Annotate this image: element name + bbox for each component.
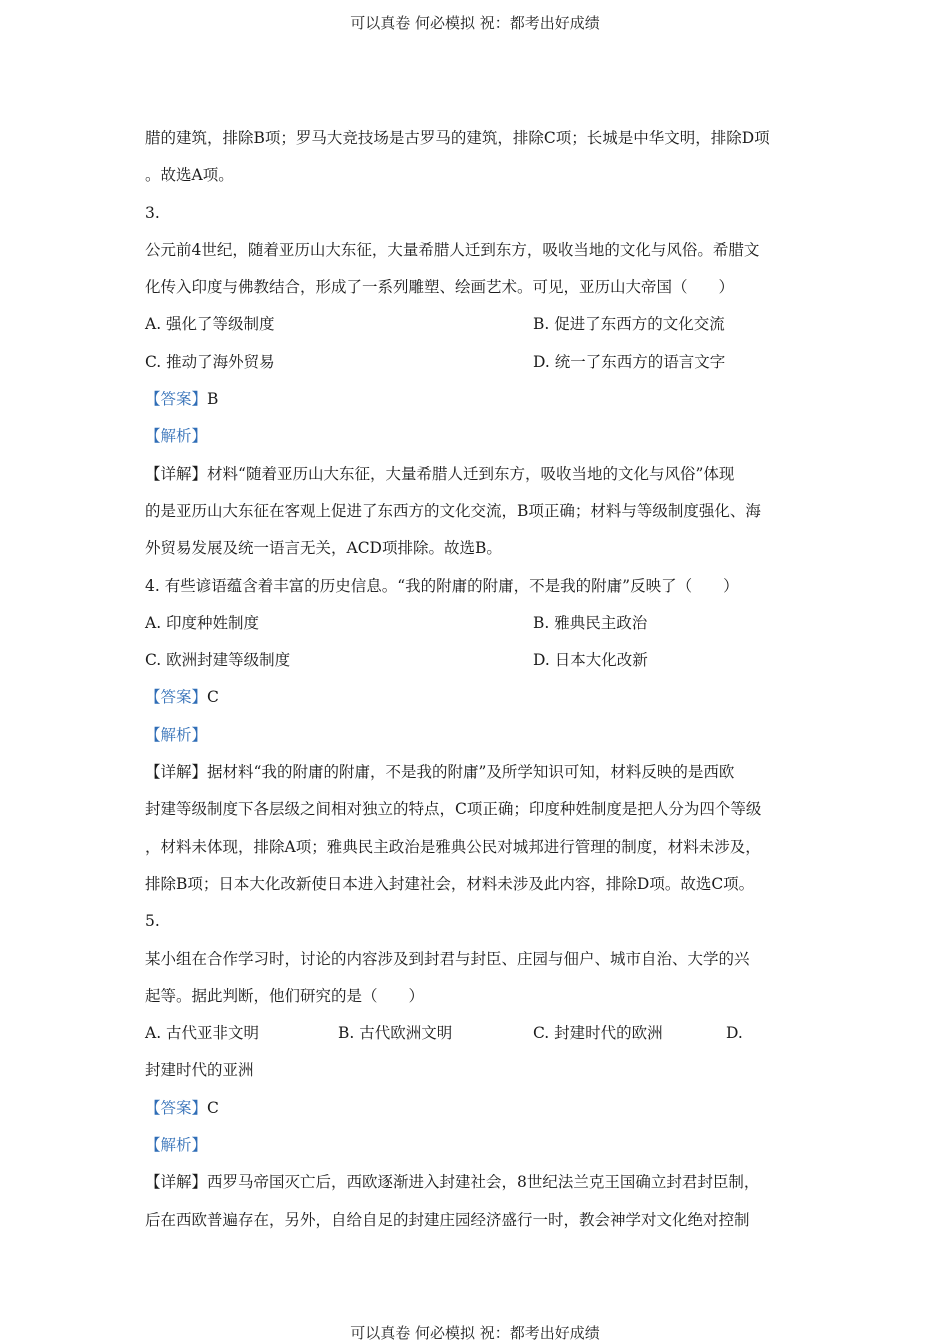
q4-option-b: B. 雅典民主政治 bbox=[533, 613, 648, 632]
q5-answer-value: C bbox=[207, 1098, 219, 1117]
q3-option-a: A. 强化了等级制度 bbox=[145, 315, 275, 334]
answer-tag: 【答案】 bbox=[145, 390, 208, 409]
q4-analysis bbox=[145, 717, 810, 754]
q5-stem-line: 某小组在合作学习时，讨论的内容涉及到封君与封臣、庄园与佃户、城市自治、大学的兴 bbox=[145, 949, 750, 968]
q3-options-row bbox=[145, 306, 810, 343]
q3-stem-line: 公元前4世纪，随着亚历山大东征，大量希腊人迁到东方，吸收当地的文化与风俗。希腊文 bbox=[145, 240, 760, 259]
q5-answer bbox=[145, 1090, 810, 1127]
q3-stem-line: 化传入印度与佛教结合，形成了一系列雕塑、绘画艺术。可见，亚历山大帝国（ ） bbox=[145, 278, 735, 297]
q5-detail-line: 【详解】西罗马帝国灭亡后，西欧逐渐进入封建社会，8世纪法兰克王国确立封君封臣制， bbox=[145, 1173, 760, 1192]
q4-option-c: C. 欧洲封建等级制度 bbox=[145, 651, 291, 670]
prev-explanation-line: 。故选A项。 bbox=[145, 166, 234, 185]
q4-detail-line: ，材料未体现，排除A项；雅典民主政治是雅典公民对城邦进行管理的制度，材料未涉及， bbox=[145, 837, 761, 856]
q5-option-b: B. 古代欧洲文明 bbox=[338, 1024, 453, 1043]
q3-options-row bbox=[145, 344, 810, 381]
q3-detail-line: 【详解】材料“随着亚历山大东征，大量希腊人迁到东方，吸收当地的文化与风俗”体现 bbox=[145, 464, 735, 483]
q5-stem-line: 起等。据此判断，他们研究的是（ ） bbox=[145, 986, 425, 1005]
q5-option-d-label: D. bbox=[726, 1024, 743, 1043]
prev-explanation-line: 腊的建筑，排除B项；罗马大竞技场是古罗马的建筑，排除C项；长城是中华文明，排除D项 bbox=[145, 129, 770, 147]
q4-option-a: A. 印度种姓制度 bbox=[145, 613, 260, 632]
analysis-tag: 【解析】 bbox=[145, 1136, 208, 1155]
q3-option-b: B. 促进了东西方的文化交流 bbox=[533, 315, 725, 334]
answer-tag: 【答案】 bbox=[145, 1098, 208, 1117]
q4-options-row bbox=[145, 605, 810, 642]
detail-tag: 【详解】 bbox=[145, 464, 208, 483]
q3-number: 3. bbox=[145, 203, 160, 222]
q3-option-d: D. 统一了东西方的语言文字 bbox=[533, 352, 726, 371]
q4-stem: 4. 有些谚语蕴含着丰富的历史信息。“我的附庸的附庸，不是我的附庸”反映了（ ） bbox=[145, 576, 739, 595]
q4-detail-line: 排除B项；日本大化改新使日本进入封建社会，材料未涉及此内容，排除D项。故选C项。 bbox=[145, 874, 755, 893]
q4-detail-line: 【详解】据材料“我的附庸的附庸，不是我的附庸”及所学知识可知，材料反映的是西欧 bbox=[145, 763, 735, 782]
q4-option-d: D. 日本大化改新 bbox=[533, 651, 648, 670]
q4-detail-line: 封建等级制度下各层级之间相对独立的特点，C项正确；印度种姓制度是把人分为四个等级 bbox=[145, 800, 762, 819]
page-footer: 可以真卷 何必模拟 祝：都考出好成绩 bbox=[350, 1324, 600, 1342]
q5-option-a: A. 古代亚非文明 bbox=[145, 1024, 260, 1043]
page-header: 可以真卷 何必模拟 祝：都考出好成绩 bbox=[350, 14, 600, 32]
q4-answer-value: C bbox=[207, 688, 219, 707]
q5-option-d: 封建时代的亚洲 bbox=[145, 1061, 254, 1080]
q3-detail-line: 的是亚历山大东征在客观上促进了东西方的文化交流，B项正确；材料与等级制度强化、海 bbox=[145, 501, 761, 520]
q3-detail-line: 外贸易发展及统一语言无关，ACD项排除。故选B。 bbox=[145, 539, 502, 558]
q4-options-row bbox=[145, 642, 810, 679]
analysis-tag: 【解析】 bbox=[145, 427, 208, 446]
q3-answer-value: B bbox=[207, 390, 219, 409]
q5-detail-line: 后在西欧普遍存在，另外，自给自足的封建庄园经济盛行一时，教会神学对文化绝对控制 bbox=[145, 1210, 750, 1229]
q5-analysis bbox=[145, 1127, 810, 1164]
q3-option-c: C. 推动了海外贸易 bbox=[145, 352, 275, 371]
q5-number: 5. bbox=[145, 912, 160, 931]
detail-tag: 【详解】 bbox=[145, 1173, 208, 1192]
q4-answer bbox=[145, 679, 810, 716]
document-body bbox=[145, 120, 810, 1239]
q3-analysis bbox=[145, 418, 810, 455]
q3-answer bbox=[145, 381, 810, 418]
answer-tag: 【答案】 bbox=[145, 688, 208, 707]
q5-options-row bbox=[145, 1015, 810, 1052]
analysis-tag: 【解析】 bbox=[145, 725, 208, 744]
detail-tag: 【详解】 bbox=[145, 763, 208, 782]
q5-option-c: C. 封建时代的欧洲 bbox=[533, 1024, 663, 1043]
